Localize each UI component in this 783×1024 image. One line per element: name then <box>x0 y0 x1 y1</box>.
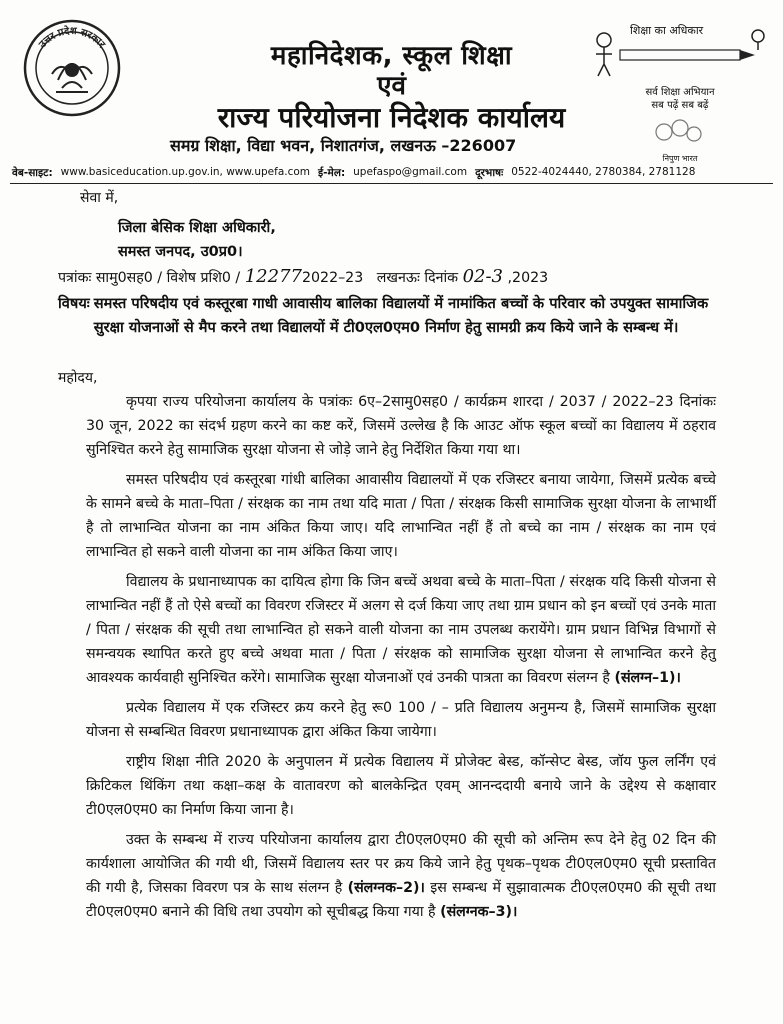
paragraph-1: कृपया राज्य परियोजना कार्यालय के पत्रांकः 6ए–2सामु0सह0 / कार्यक्रम शारदा / 2037 / 2022–23 दिनांकः 30 जून, 2022 का संदर्भ ग्रहण करने का कष्ट करें, जिसमें उल्लेख है कि आउट ऑफ स्कूल बच्चों का विद्यालय में ठहराव सुनिश्चित करने हेतु सामाजिक सुरक्षा योजना से जोड़े जाने हेतु निर्देशित किया गया था। <box>86 394 716 458</box>
paragraph-3 <box>86 570 716 690</box>
paragraph-6-text: उक्त के सम्बन्ध में राज्य परियोजना कार्यालय द्वारा टी0एल0एम0 की सूची को अन्तिम रूप देने हेतु 02 दिन की कार्यशाला आयोजित की गयी थी, जिसमें विद्यालय स्तर पर क्रय किये जाने हेतु पृथक–पृथक टी0एल0एम0 सूची प्रस्तावित की गयी है, जिसका विवरण पत्र के साथ संलग्न है <box>86 832 716 896</box>
header-title-line2: एवं <box>377 71 406 101</box>
nipun-caption: निपुण भारत <box>662 154 698 163</box>
annexure-1-ref: (संलग्न–1)। <box>614 670 681 686</box>
header-divider <box>10 183 773 184</box>
place-date-label: लखनऊः दिनांक <box>376 270 459 286</box>
subject <box>58 292 718 340</box>
email-link[interactable]: upefaspo@gmail.com <box>353 166 468 178</box>
reference-line <box>58 266 548 287</box>
seal-text: उत्तर प्रदेश सरकार <box>37 25 107 51</box>
rte-title: शिक्षा का अधिकार <box>630 24 704 37</box>
annexure-2-ref: (संलग्नक–2)। <box>347 880 425 896</box>
greeting: सेवा में, <box>80 190 119 206</box>
nipun-bharat-logo <box>590 112 770 156</box>
paragraph-4: प्रत्येक विद्यालय में एक रजिस्टर क्रय करने हेतु रू0 100 / – प्रति विद्यालय अनुमन्य है, जिसमें सामाजिक सुरक्षा योजना से सम्बन्धित विवरण प्रधानाध्यापक द्वारा अंकित किया जायेगा। <box>86 700 716 740</box>
contact-strip <box>12 166 772 180</box>
annexure-3-ref: (संलग्नक–3)। <box>440 904 518 920</box>
letter-body <box>86 390 716 930</box>
date-year: ,2023 <box>507 270 549 286</box>
website-label: वेब-साइट: <box>12 167 53 179</box>
header-address: समग्र शिक्षा, विद्या भवन, निशातगंज, लखनऊ –226007 <box>170 136 517 155</box>
header-title-line1: महानिदेशक, स्कूल शिक्षा <box>270 41 513 71</box>
addressee <box>118 216 276 264</box>
subject-text: समस्त परिषदीय एवं कस्तूरबा गाधी आवासीय बालिका विद्यालयों में नामांकित बच्चों के परिवार को उपयुक्त सामाजिक सुरक्षा योजनाओं से मैप करने तथा विद्यालयों में टी0एल0एम0 निर्माण हेतु सामग्री क्रय किये जाने के सम्बन्ध में। <box>93 295 709 336</box>
ref-number-handwritten: 12277 <box>244 266 302 287</box>
subject-label: विषयः <box>58 295 90 312</box>
paragraph-3-text: विद्यालय के प्रधानाध्यापक का दायित्व होगा कि जिन बच्चें अथवा बच्चे के माता–पिता / संरक्षक यदि किसी योजना से लाभान्वित नहीं हैं तो ऐसे बच्चों का विवरण रजिस्टर में अलग से दर्ज किया जाए तथा ग्राम प्रधान को इन बच्चों एवं उनके माता / पिता / संरक्षक की सूची तथा लाभान्वित हो सकने वाली योजना का नाम उपलब्ध करायेंगे। ग्राम प्रधान विभिन्न विभागों से समन्वयक स्थापित करते हुए बच्चे अथवा माता / पिता / संरक्षक को सामाजिक सुरक्षा योजना से लाभान्वित करने हेतु आवश्यक कार्यवाही सुनिश्चित करेंगे। सामाजिक सुरक्षा योजनाओं एवं उनकी पात्रता का विवरण संलग्न है <box>86 574 716 686</box>
website-link[interactable]: www.basiceducation.up.gov.in, www.upefa.com <box>60 166 311 178</box>
addressee-line1: जिला बेसिक शिक्षा अधिकारी, <box>118 220 276 236</box>
ssa-slogan-1: सर्व शिक्षा अभियान <box>645 87 715 98</box>
paragraph-2: समस्त परिषदीय एवं कस्तूरबा गांधी बालिका आवासीय विद्यालयों में एक रजिस्टर बनाया जायेगा, जिसमें प्रत्येक बच्चे के सामने बच्चे के माता–पिता / संरक्षक का नाम तथा यदि माता / पिता / संरक्षक किसी सामाजिक सुरक्षा योजना के लाभार्थी है तो लाभान्वित योजना का नाम अंकित किया जाए। यदि लाभान्वित नहीं हैं तो बच्चे का नाम / संरक्षक का नाम एवं लाभान्वित हो सकने वाली योजना का नाम अंकित किया जाए। <box>86 472 716 560</box>
date-handwritten: 02-3 <box>462 266 504 287</box>
ssa-slogan-2: सब पढ़ें सब बढ़ें <box>651 100 709 111</box>
header-title-line3: राज्य परियोजना निदेशक कार्यालय <box>217 101 566 134</box>
paragraph-6 <box>86 828 716 924</box>
paragraph-6-mid: इस सम्बन्ध में सुझावात्मक टी0एल0एम0 की सूची तथा टी0एल0एम0 बनाने की विधि तथा उपयोग को सूचीबद्ध किया गया है <box>86 880 716 920</box>
paragraph-5: राष्ट्रीय शिक्षा नीति 2020 के अनुपालन में प्रत्येक विद्यालय में प्रोजेक्ट बेस्ड, कॉन्सेप्ट बेस्ड, जॉय फुल लर्निंग एवं क्रिटिकल थिंकिंग तथा कक्षा–कक्ष के वातावरण को बालकेन्द्रित एवम् आनन्ददायी बनाये जाने के उद्देश्य से कक्षावार टी0एल0एम0 का निर्माण किया जाना है। <box>86 754 716 818</box>
phone-numbers: 0522-4024440, 2780384, 2781128 <box>511 166 696 178</box>
salutation: महोदय, <box>58 370 98 386</box>
phone-label: दूरभाषः <box>475 167 504 179</box>
addressee-line2: समस्त जनपद, उ0प्र0। <box>118 244 243 260</box>
ref-prefix: पत्रांकः सामु0सह0 / विशेष प्रशि0 / <box>58 270 241 286</box>
rte-logo <box>590 20 770 165</box>
ref-year: 2022–23 <box>301 270 364 286</box>
email-label: ई-मेल: <box>318 167 346 179</box>
